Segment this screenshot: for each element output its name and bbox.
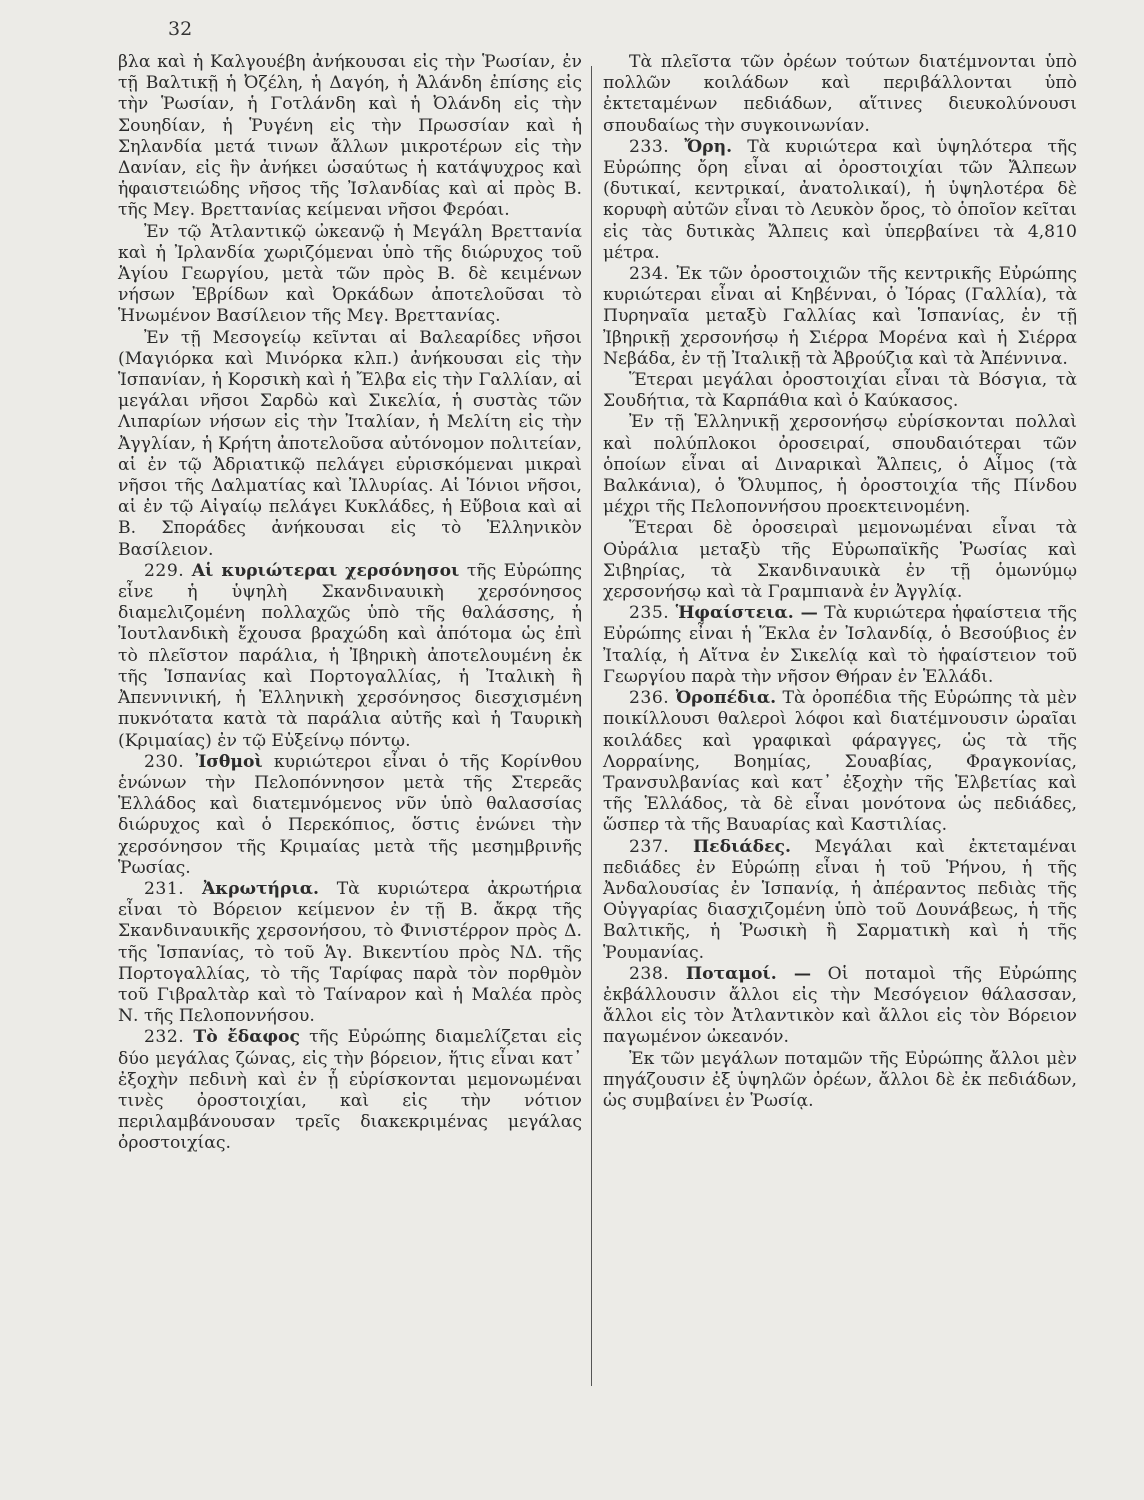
section-number: 237. [629,836,670,857]
section-number: 229. [144,560,185,581]
section-number: 238. [629,963,670,984]
section-number: 234. [629,264,670,285]
paragraph: Ἕτεραι δὲ ὀροσειραὶ μεμονωμέναι εἶναι τὰ Οὐράλια μεταξὺ τῆς Εὐρωπαϊκῆς Ῥωσίας καὶ Σιβηρίας, τὰ Σκανδιναυικὰ ἐν τῇ ὁμωνύμῳ χερσονήσῳ καὶ τὰ Γραμπιανὰ ἐν Ἀγγλίᾳ. [603,518,1077,603]
section-heading: Τὸ ἔδαφος [193,1027,300,1048]
section-229: 229. Αἱ κυριώτεραι χερσόνησοι τῆς Εὐρώπης εἶνε ἡ ὑψηλὴ Σκανδιναυικὴ χερσόνησος διαμελιζομένη πολλαχῶς ὑπὸ τῆς θαλάσσης, ἡ Ἰουτλανδικὴ ἔχουσα βραχώδη καὶ ἀπότομα ὡς ἐπὶ τὸ πλεῖστον παράλια, ἡ Ἰβηρικὴ ἀποτελουμένη ἐκ τῆς Ἱσπανίας καὶ Πορτογαλλίας, ἡ Ἰταλικὴ ἢ Ἀπεννινική, ἡ Ἑλληνικὴ χερσόνησος διεσχισμένη πυκνότατα κατὰ τὰ παράλια αὐτῆς καὶ ἡ Ταυρικὴ (Κριμαίας) ἐν τῷ Εὐξείνῳ πόντῳ. [118,560,583,751]
section-230: 230. Ἰσθμοὶ κυριώτεροι εἶναι ὁ τῆς Κορίνθου ἑνώνων τὴν Πελοπόννησον μετὰ τῆς Στερεᾶς Ἑλλάδος καὶ διατεμνόμενος νῦν ὑπὸ θαλασσίας διώρυχος καὶ ὁ Περεκόπιος, ὅστις ἑνώνει τὴν χερσόνησον τῆς Κριμαίας μετὰ τῆς μεσημβρινῆς Ῥωσίας. [118,751,582,878]
right-column [603,52,1077,1112]
section-heading: Αἱ κυριώτεραι χερσόνησοι [191,560,460,581]
left-column [118,52,582,1155]
section-231: 231. Ἀκρωτήρια. Τὰ κυριώτερα ἀκρωτήρια εἶναι τὸ Βόρειον κείμενον ἐν τῇ Β. ἄκρᾳ τῆς Σκανδιναυικῆς χερσονήσου, τὸ Φινιστέρρον πρὸς Δ. τῆς Ἱσπανίας, τὸ τοῦ Ἁγ. Βικεντίου πρὸς ΝΔ. τῆς Πορτογαλλίας, τὸ τῆς Ταρίφας παρὰ τὸν πορθμὸν τοῦ Γιβραλτὰρ καὶ τὸ Ταίναρον καὶ ἡ Μαλέα πρὸς Ν. τῆς Πελοποννήσου. [118,878,583,1027]
section-heading: Ὀροπέδια. [675,688,777,709]
section-number: 235. [629,603,670,624]
section-235: 235. Ἡφαίστεια. — Τὰ κυριώτερα ἡφαίστεια τῆς Εὐρώπης εἶναι ἡ Ἕκλα ἐν Ἰσλανδίᾳ, ὁ Βεσούβιος ἐν Ἰταλίᾳ, ἡ Αἴτνα ἐν Σικελίᾳ καὶ τὸ ἡφαίστειον τοῦ Γεωργίου παρὰ τὴν νῆσον Θήραν ἐν Ἑλλάδι. [603,603,1077,687]
paragraph: Ἐκ τῶν μεγάλων ποταμῶν τῆς Εὐρώπης ἄλλοι μὲν πηγάζουσιν ἐξ ὑψηλῶν ὀρέων, ἄλλοι δὲ ἐκ πεδιάδων, ὡς συμβαίνει ἐν Ῥωσίᾳ. [603,1048,1077,1111]
section-number: 231. [144,878,185,899]
page-number: 32 [168,18,193,40]
section-heading: Πεδιάδες. [692,836,791,857]
paragraph: βλα καὶ ἡ Καλγουέβη ἀνήκουσαι εἰς τὴν Ῥωσίαν, ἐν τῇ Βαλτικῇ ἡ Ὀζέλη, ἡ Δαγόη, ἡ Ἀλάνδη ἐπίσης εἰς τὴν Ῥωσίαν, ἡ Γοτλάνδη καὶ ἡ Ὀλάνδη εἰς τὴν Σουηδίαν, ἡ Ῥυγένη εἰς τὴν Πρωσσίαν καὶ ἡ Σηλανδία μετά τινων ἄλλων μικροτέρων εἰς τὴν Δανίαν, εἰς ἣν ἀνήκει ὡσαύτως ἡ κατάψυχρος καὶ ἡφαιστειώδης νῆσος τῆς Ἰσλανδίας καὶ αἱ πρὸς Β. τῆς Μεγ. Βρεττανίας κείμεναι νῆσοι Φερόαι. [118,52,582,221]
section-236: 236. Ὀροπέδια. Τὰ ὀροπέδια τῆς Εὐρώπης τὰ μὲν ποικίλλουσι θαλεροὶ λόφοι καὶ διατέμνουσιν ὡραῖαι κοιλάδες καὶ γραφικαὶ φάραγγες, ὡς τὰ τῆς Λορραίνης, Βοημίας, Σουαβίας, Φραγκονίας, Τρανσυλβανίας καὶ κατ᾽ ἐξοχὴν τῆς Ἑλβετίας καὶ τῆς Ἑλλάδος, τὰ δὲ εἶναι μονότονα ὡς πεδιάδες, ὥσπερ τὰ τῆς Βαυαρίας καὶ Καστιλίας. [603,688,1077,836]
section-237: 237. Πεδιάδες. Μεγάλαι καὶ ἐκτεταμέναι πεδιάδες ἐν Εὐρώπῃ εἶναι ἡ τοῦ Ῥήνου, ἡ τῆς Ἀνδαλουσίας ἐν Ἱσπανίᾳ, ἡ ἀπέραντος πεδιὰς τῆς Οὐγγαρίας διασχιζομένη ὑπὸ τοῦ Δουνάβεως, ἡ τῆς Βαλτικῆς, ἡ Ῥωσικὴ ἢ Σαρματικὴ καὶ ἡ τῆς Ῥουμανίας. [603,836,1078,963]
section-233: 233. Ὄρη. Τὰ κυριώτερα καὶ ὑψηλότερα τῆς Εὐρώπης ὄρη εἶναι αἱ ὀροστοιχίαι τῶν Ἄλπεων (δυτικαί, κεντρικαί, ἀνατολικαί), ἡ ὑψηλοτέρα δὲ κορυφὴ αὐτῶν εἶναι τὸ Λευκὸν ὄρος, τὸ ὁποῖον κεῖται εἰς τὰς δυτικὰς Ἄλπεις καὶ ὑπερβαίνει τὰ 4,810 μέτρα. [603,136,1077,263]
paragraph: Ἐν τῷ Ἀτλαντικῷ ὠκεανῷ ἡ Μεγάλη Βρεττανία καὶ ἡ Ἰρλανδία χωριζόμεναι ὑπὸ τῆς διώρυχος τοῦ Ἁγίου Γεωργίου, μετὰ τῶν πρὸς Β. δὲ κειμένων νήσων Ἐβρίδων καὶ Ὀρκάδων ἀποτελοῦσαι τὸ Ἡνωμένον Βασίλειον τῆς Μεγ. Βρεττανίας. [118,221,582,327]
section-number: 232. [144,1027,185,1048]
paragraph: Ἐν τῇ Ἑλληνικῇ χερσονήσῳ εὑρίσκονται πολλαὶ καὶ πολύπλοκοι ὀροσειραί, σπουδαιότεραι τῶν ὁποίων εἶναι αἱ Διναρικαὶ Ἄλπεις, ὁ Αἷμος (τὰ Βαλκάνια), ὁ Ὄλυμπος, ἡ ὀροστοιχία τῆς Πίνδου μέχρι τῆς Πελοποννήσου προεκτεινομένη. [603,412,1077,518]
section-heading: Ἰσθμοὶ [195,751,263,772]
section-heading: Ἀκρωτήρια. [201,878,319,899]
section-number: 236. [629,688,670,709]
section-heading: Ἡφαίστεια. — [675,603,818,624]
paragraph: Ἕτεραι μεγάλαι ὀροστοιχίαι εἶναι τὰ Βόσγια, τὰ Σουδήτια, τὰ Καρπάθια καὶ ὁ Καύκασος. [603,370,1077,412]
section-number: 233. [629,136,670,157]
section-238: 238. Ποταμοί. — Οἱ ποταμοὶ τῆς Εὐρώπης ἐκβάλλουσιν ἄλλοι εἰς τὴν Μεσόγειον θάλασσαν, ἄλλοι εἰς τὸν Ἀτλαντικὸν καὶ ἄλλοι εἰς τὸν Βόρειον παγωμένον ὠκεανόν. [603,963,1077,1048]
column-divider [591,66,592,1386]
section-heading: Ὄρη. [684,136,733,157]
section-234: 234. Ἐκ τῶν ὀροστοιχιῶν τῆς κεντρικῆς Εὐρώπης κυριώτεραι εἶναι αἱ Κηβένναι, ὁ Ἰόρας (Γαλλία), τὰ Πυρηναῖα μεταξὺ Γαλλίας καὶ Ἱσπανίας, ἐν τῇ Ἰβηρικῇ χερσονήσῳ ἡ Σιέρρα Μορένα καὶ ἡ Σιέρρα Νεβάδα, ἐν τῇ Ἰταλικῇ τὰ Ἀβρούζια καὶ τὰ Ἀπέννινα. [603,264,1077,369]
section-232: 232. Τὸ ἔδαφος τῆς Εὐρώπης διαμελίζεται εἰς δύο μεγάλας ζώνας, εἰς τὴν βόρειον, ἥτις εἶναι κατ᾽ ἐξοχὴν πεδινὴ καὶ ἐν ᾗ εὑρίσκονται μεμονωμέναι τινὲς ὀροστοιχίαι, καὶ εἰς τὴν νότιον περιλαμβάνουσαν τρεῖς διακεκριμένας μεγάλας ὀροστοιχίας. [118,1027,583,1154]
section-heading: Ποταμοί. — [685,963,812,984]
paragraph: Ἐν τῇ Μεσογείῳ κεῖνται αἱ Βαλεαρίδες νῆσοι (Μαγιόρκα καὶ Μινόρκα κλπ.) ἀνήκουσαι εἰς τὴν Ἱσπανίαν, ἡ Κορσικὴ καὶ ἡ Ἔλβα εἰς τὴν Γαλλίαν, αἱ μεγάλαι νῆσοι Σαρδὼ καὶ Σικελία, ἡ συστὰς τῶν Λιπαρίων νήσων εἰς τὴν Ἰταλίαν, ἡ Μελίτη εἰς τὴν Ἀγγλίαν, ἡ Κρήτη ἀποτελοῦσα αὐτόνομον πολιτείαν, αἱ ἐν τῷ Ἀδριατικῷ πελάγει εὑρισκόμεναι μικραὶ νῆσοι τῆς Δαλματίας καὶ Ἰλλυρίας. Αἱ Ἰόνιοι νῆσοι, αἱ ἐν τῷ Αἰγαίῳ πελάγει Κυκλάδες, ἡ Εὔβοια καὶ αἱ Β. Σποράδες ἀνήκουσαι εἰς τὸ Ἑλληνικὸν Βασίλειον. [118,327,582,560]
section-number: 230. [144,751,185,772]
paragraph: Τὰ πλεῖστα τῶν ὀρέων τούτων διατέμνονται ὑπὸ πολλῶν κοιλάδων καὶ περιβάλλονται ὑπὸ ἐκτεταμένων πεδιάδων, αἵτινες διευκολύνουσι σπουδαίως τὴν συγκοινωνίαν. [603,52,1077,136]
